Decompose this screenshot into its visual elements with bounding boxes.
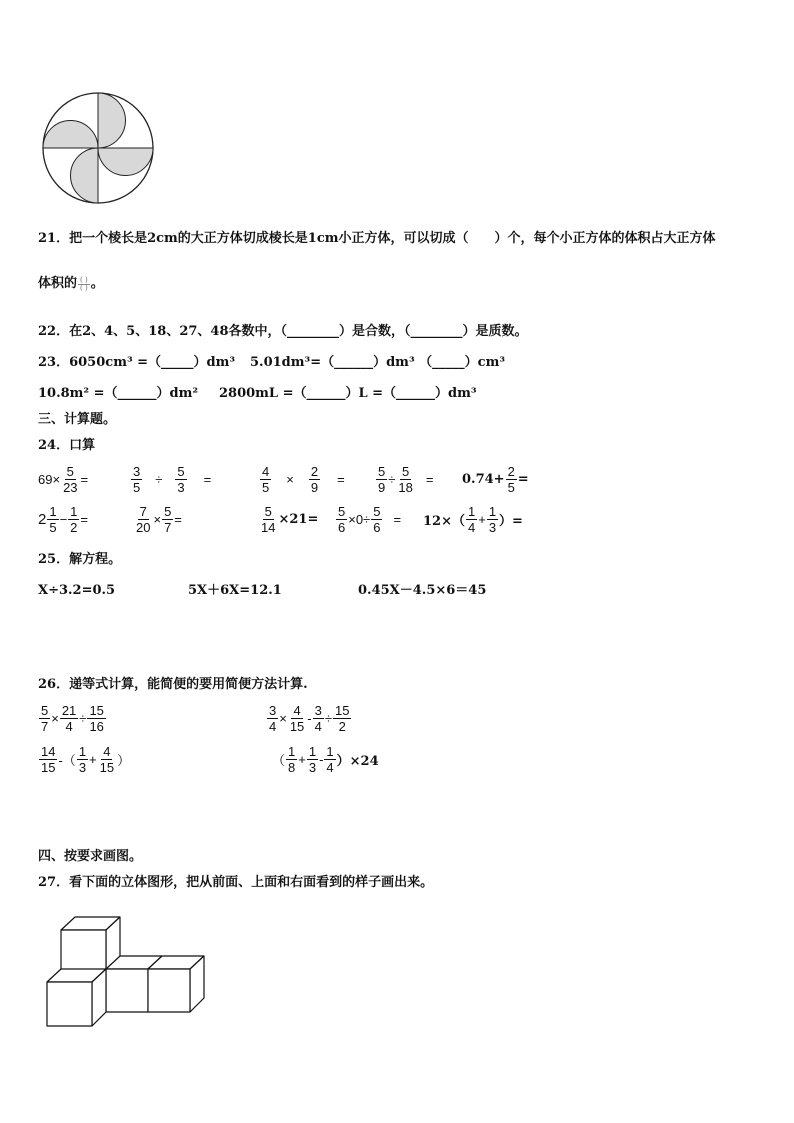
- question-22: 22．在2、4、5、18、27、48各数中，（________）是合数，（________）是质数。: [38, 324, 528, 339]
- cube-mid-front-face: [106, 969, 148, 1012]
- oral-calc-9: $\frac{5}{6}$ ×0÷ $\frac{5}{6}$ =: [338, 504, 402, 535]
- question-21-line1: 21．把一个棱长是2cm的大正方体切成棱长是1cm小正方体，可以切成（ ）个，每个小正方体的体积占大正方体: [38, 231, 716, 246]
- oral-calc-6: 2 $\frac{1}{5}$ − $\frac{1}{2}$ =: [38, 504, 88, 535]
- question-23-c: 10.8m² =（______）dm²: [38, 386, 199, 401]
- oral-calc-7: $\frac{7}{20}$ × $\frac{5}{7}$ =: [136, 504, 182, 535]
- equation-3: 0.45X－4.5×6＝45: [358, 583, 487, 598]
- step-calc-c: $\frac{14}{15}$ -（ $\frac{1}{3}$ + $\frac{4}{15}$ ）: [41, 744, 131, 775]
- question-23-b: 5.01dm³=（______）dm³ （_____）cm³: [250, 355, 506, 370]
- oral-calc-4: $\frac{5}{9}$ ÷ $\frac{5}{18}$ =: [378, 464, 434, 495]
- oral-calc-1: 69× $\frac{5}{23}$ =: [38, 464, 89, 495]
- pinwheel-circle-figure: [38, 90, 162, 206]
- q21-blank-fraction: ( ) ( ): [80, 275, 88, 292]
- cube-right-front-face: [148, 969, 190, 1012]
- question-27: 27．看下面的立体图形，把从前面、上面和右面看到的样子画出来。: [38, 875, 434, 890]
- oral-calc-5: 0.74+ $\frac{2}{5}$ =: [462, 464, 529, 495]
- oral-calc-3: $\frac{4}{5}$ × $\frac{2}{9}$ =: [262, 464, 345, 495]
- question-23-d: 2800mL =（______）L =（______）dm³: [219, 386, 477, 401]
- section-3-heading: 三、计算题。: [38, 412, 117, 427]
- oral-calc-2: $\frac{3}{5}$ ÷ $\frac{5}{3}$ =: [133, 464, 212, 495]
- question-26-title: 26．递等式计算，能简便的要用简便方法计算.: [38, 677, 308, 692]
- cube-front-front-face: [47, 982, 92, 1026]
- equation-2: 5X＋6X=12.1: [188, 583, 282, 598]
- step-calc-b: $\frac{3}{4}$ × $\frac{4}{15}$ - $\frac{3}{4}$ ÷ $\frac{15}{2}$: [269, 703, 350, 734]
- section-4-heading: 四、按要求画图。: [38, 849, 143, 864]
- cube-stack-figure: [40, 912, 215, 1032]
- q21-text: 体积的: [38, 276, 78, 291]
- step-calc-d: （ $\frac{1}{8}$ + $\frac{1}{3}$ - $\frac{1}{4}$ ）×24: [272, 744, 379, 775]
- question-25-title: 25．解方程。: [38, 552, 122, 567]
- question-24-title: 24．口算: [38, 438, 96, 453]
- cube-top-front-face: [61, 930, 106, 972]
- oral-calc-10: 12×（ $\frac{1}{4}$ + $\frac{1}{3}$ ）=: [423, 504, 523, 535]
- oral-calc-8: $\frac{5}{14}$ ×21=: [261, 504, 319, 535]
- question-23-a: 23．6050cm³ =（_____）dm³: [38, 355, 236, 370]
- step-calc-a: $\frac{5}{7}$ × $\frac{21}{4}$ ÷ $\frac{15}{16}$: [41, 703, 104, 734]
- question-21-line2: 体积的 ( ) ( ) 。: [38, 275, 104, 292]
- equation-1: X÷3.2=0.5: [38, 583, 116, 598]
